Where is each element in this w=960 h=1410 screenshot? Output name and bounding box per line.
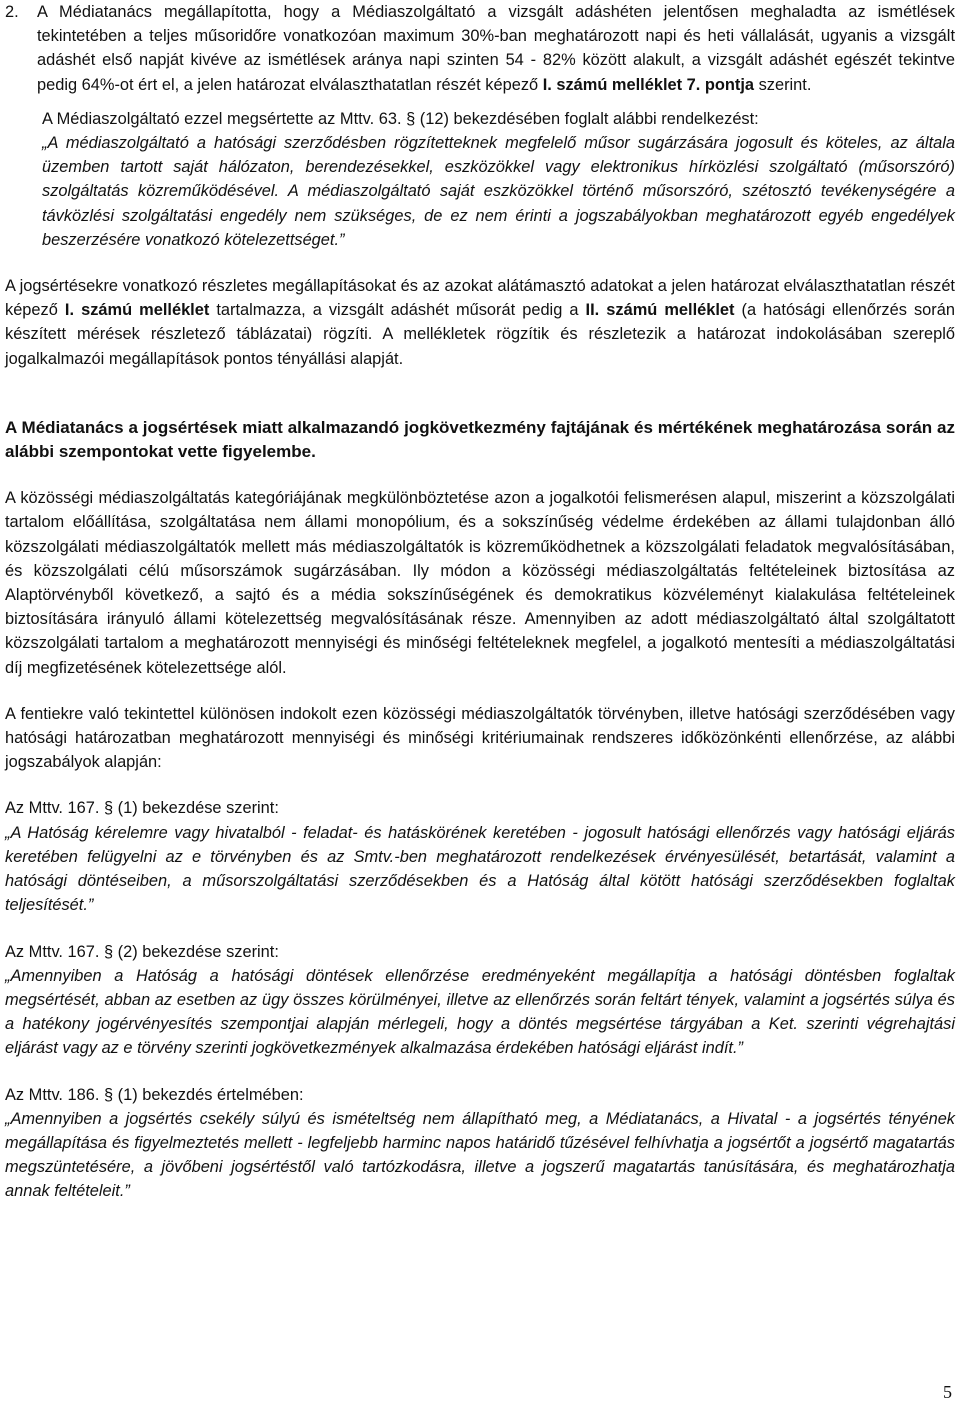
section-heading: A Médiatanács a jogsértések miatt alkalmazandó jogkövetkezmény fajtájának és mértékének meghatározása során az alábbi szempontokat vette figyelembe.: [5, 417, 955, 462]
finding-paragraph: [5, 0, 955, 97]
finding-tail: szerint.: [754, 75, 812, 94]
citation-label: Az Mttv. 167. § (2) bekezdése szerint:: [5, 942, 279, 961]
finding-text: A Médiatanács megállapította, hogy a Médiaszolgáltató a vizsgált adáshéten jelentősen meghaladta az ismétlések tekintetében a teljes műsoridőre vonatkozóan maximum 30%-ban meghatározott napi és heti vállalását, ugyanis a vizsgált adáshét első napját kivéve az ismétlések aránya napi szinten 54 - 82% között alakult, a vizsgált adáshét egészét tekintve pedig 64%-ot ért el, a jelen határozat elválaszthatatlan részét képező: [37, 3, 955, 94]
citation-quote: „Amennyiben a Hatóság a hatósági döntések ellenőrzése eredményeként megállapítja a hatósági döntésben foglaltak megsértését, abban az esetben az ügy összes körülményei, illetve az ellenőrzés során feltárt tények, valamint a jogsértés súlya és a hatékony jogérvényesítés szempontjai alapján mérlegeli, hogy a döntés megsértése tárgyában a Ket. szerinti végrehajtási eljárást vagy az e törvény szerinti jogkövetkezmények alkalmazása érdekében hatósági eljárást indít.”: [5, 966, 955, 1058]
violation-block: [5, 107, 955, 252]
list-item-number: 2.: [5, 3, 19, 21]
violation-quote: „A médiaszolgáltató a hatósági szerződésben rögzítetteknek megfelelő műsor sugárzására jogosult és köteles, az általa üzemben tartott saját hálózaton, berendezésekkel, eszközökkel vagy elektronikus hírközlési szolgáltató (műsorszóró) szolgáltatás közreműködésével. A médiaszolgáltató saját eszközökkel történő műsorszóró, szétosztó tevékenységére a távközlési szolgáltatási engedély nem szükséges, de ez nem érinti a jogszabályokban meghatározott egyéb engedélyek beszerzésére vonatkozó kötelezettséget.”: [42, 134, 955, 249]
document-page: [5, 0, 955, 1204]
legal-basis-paragraph: A fentiekre való tekintettel különösen indokolt ezen közösségi médiaszolgáltatók törvényben, illetve hatósági szerződésében vagy hatósági határozatban meghatározott mennyiségi és minőségi kritériumainak rendszeres időközönkénti ellenőrzése, az alábbi jogszabályok alapján:: [5, 704, 955, 772]
page-number: 5: [943, 1382, 952, 1402]
citation-quote: „Amennyiben a jogsértés csekély súlyú és ismételtség nem állapítható meg, a Médiatanács, a Hivatal - a jogsértés tényének megállapítása és figyelmeztetés mellett - legfeljebb harminc napos határidő tűzésével felhívhatja a jogsértőt a jogsértő magatartás megszüntetésére, a jövőbeni jogsértéstől való tartózkodásra, illetve a jogszerű magatartás tanúsítására, és meghatározhatja annak feltételeit.”: [5, 1109, 955, 1201]
annex-one-reference: I. számú melléklet: [64, 301, 210, 320]
annex-reference: I. számú melléklet 7. pontja: [542, 75, 755, 94]
annex-paragraph: A jogsértésekre vonatkozó részletes megállapításokat és az azokat alátámasztó adatokat a jelen határozat elválaszthatatlan részét képező I. számú melléklet tartalmazza, a vizsgált adáshét műsorát pedig a II. számú melléklet (a hatósági ellenőrzés során készített mérések részletező táblázatai) rögzíti. A mellékletek rögzítik és részletezik a határozat indokolásában szereplő jogalkalmazói megállapítások pontos tényállási alapját.: [5, 277, 955, 368]
citation-label: Az Mttv. 186. § (1) bekezdés értelmében:: [5, 1085, 304, 1104]
citation-label: Az Mttv. 167. § (1) bekezdése szerint:: [5, 799, 279, 818]
annex-two-reference: II. számú melléklet: [585, 301, 735, 320]
violation-intro: A Médiaszolgáltató ezzel megsértette az Mttv. 63. § (12) bekezdésében foglalt alábbi rendelkezést:: [42, 109, 759, 128]
community-media-paragraph: A közösségi médiaszolgáltatás kategóriájának megkülönböztetése azon a jogalkotói felismerésen alapul, miszerint a közszolgálati tartalom előállítása, szolgáltatása nem állami monopólium, és a sokszínűség védelme érdekében az állami tulajdonban álló közszolgálati médiaszolgáltatók mellett más médiaszolgáltatók is közreműködhetnek a közszolgálati feladatok megvalósításában, és közszolgálati célú műsorszámok sugárzásában. Ily módon a közösségi médiaszolgáltatás feltételeinek biztosítása az Alaptörvényből következő, a sajtó és a média sokszínűségének és demokratikus közvéleményt kialakulása feltételeinek biztosítására irányuló állami kötelezettség megvalósításának része. Amennyiben az adott médiaszolgáltató által szolgáltatott közszolgálati tartalom a meghatározott mennyiségi és minőségi feltételeknek megfelel, a jogalkotó mentesíti a médiaszolgáltatási díj megfizetésének kötelezettsége alól.: [5, 489, 955, 677]
citation-quote: „A Hatóság kérelemre vagy hivatalból - feladat- és hatáskörének keretében - jogosult hatósági ellenőrzés vagy hatósági eljárás keretében felügyelni az e törvényben és az Smtv.-ben meghatározott rendelkezések érvényesülését, betartását, valamint a hatósági döntéseiben, a műsorszolgáltatási szerződésekben és a Hatóság által kötött hatósági szerződésekben foglaltak teljesítését.”: [5, 823, 955, 915]
